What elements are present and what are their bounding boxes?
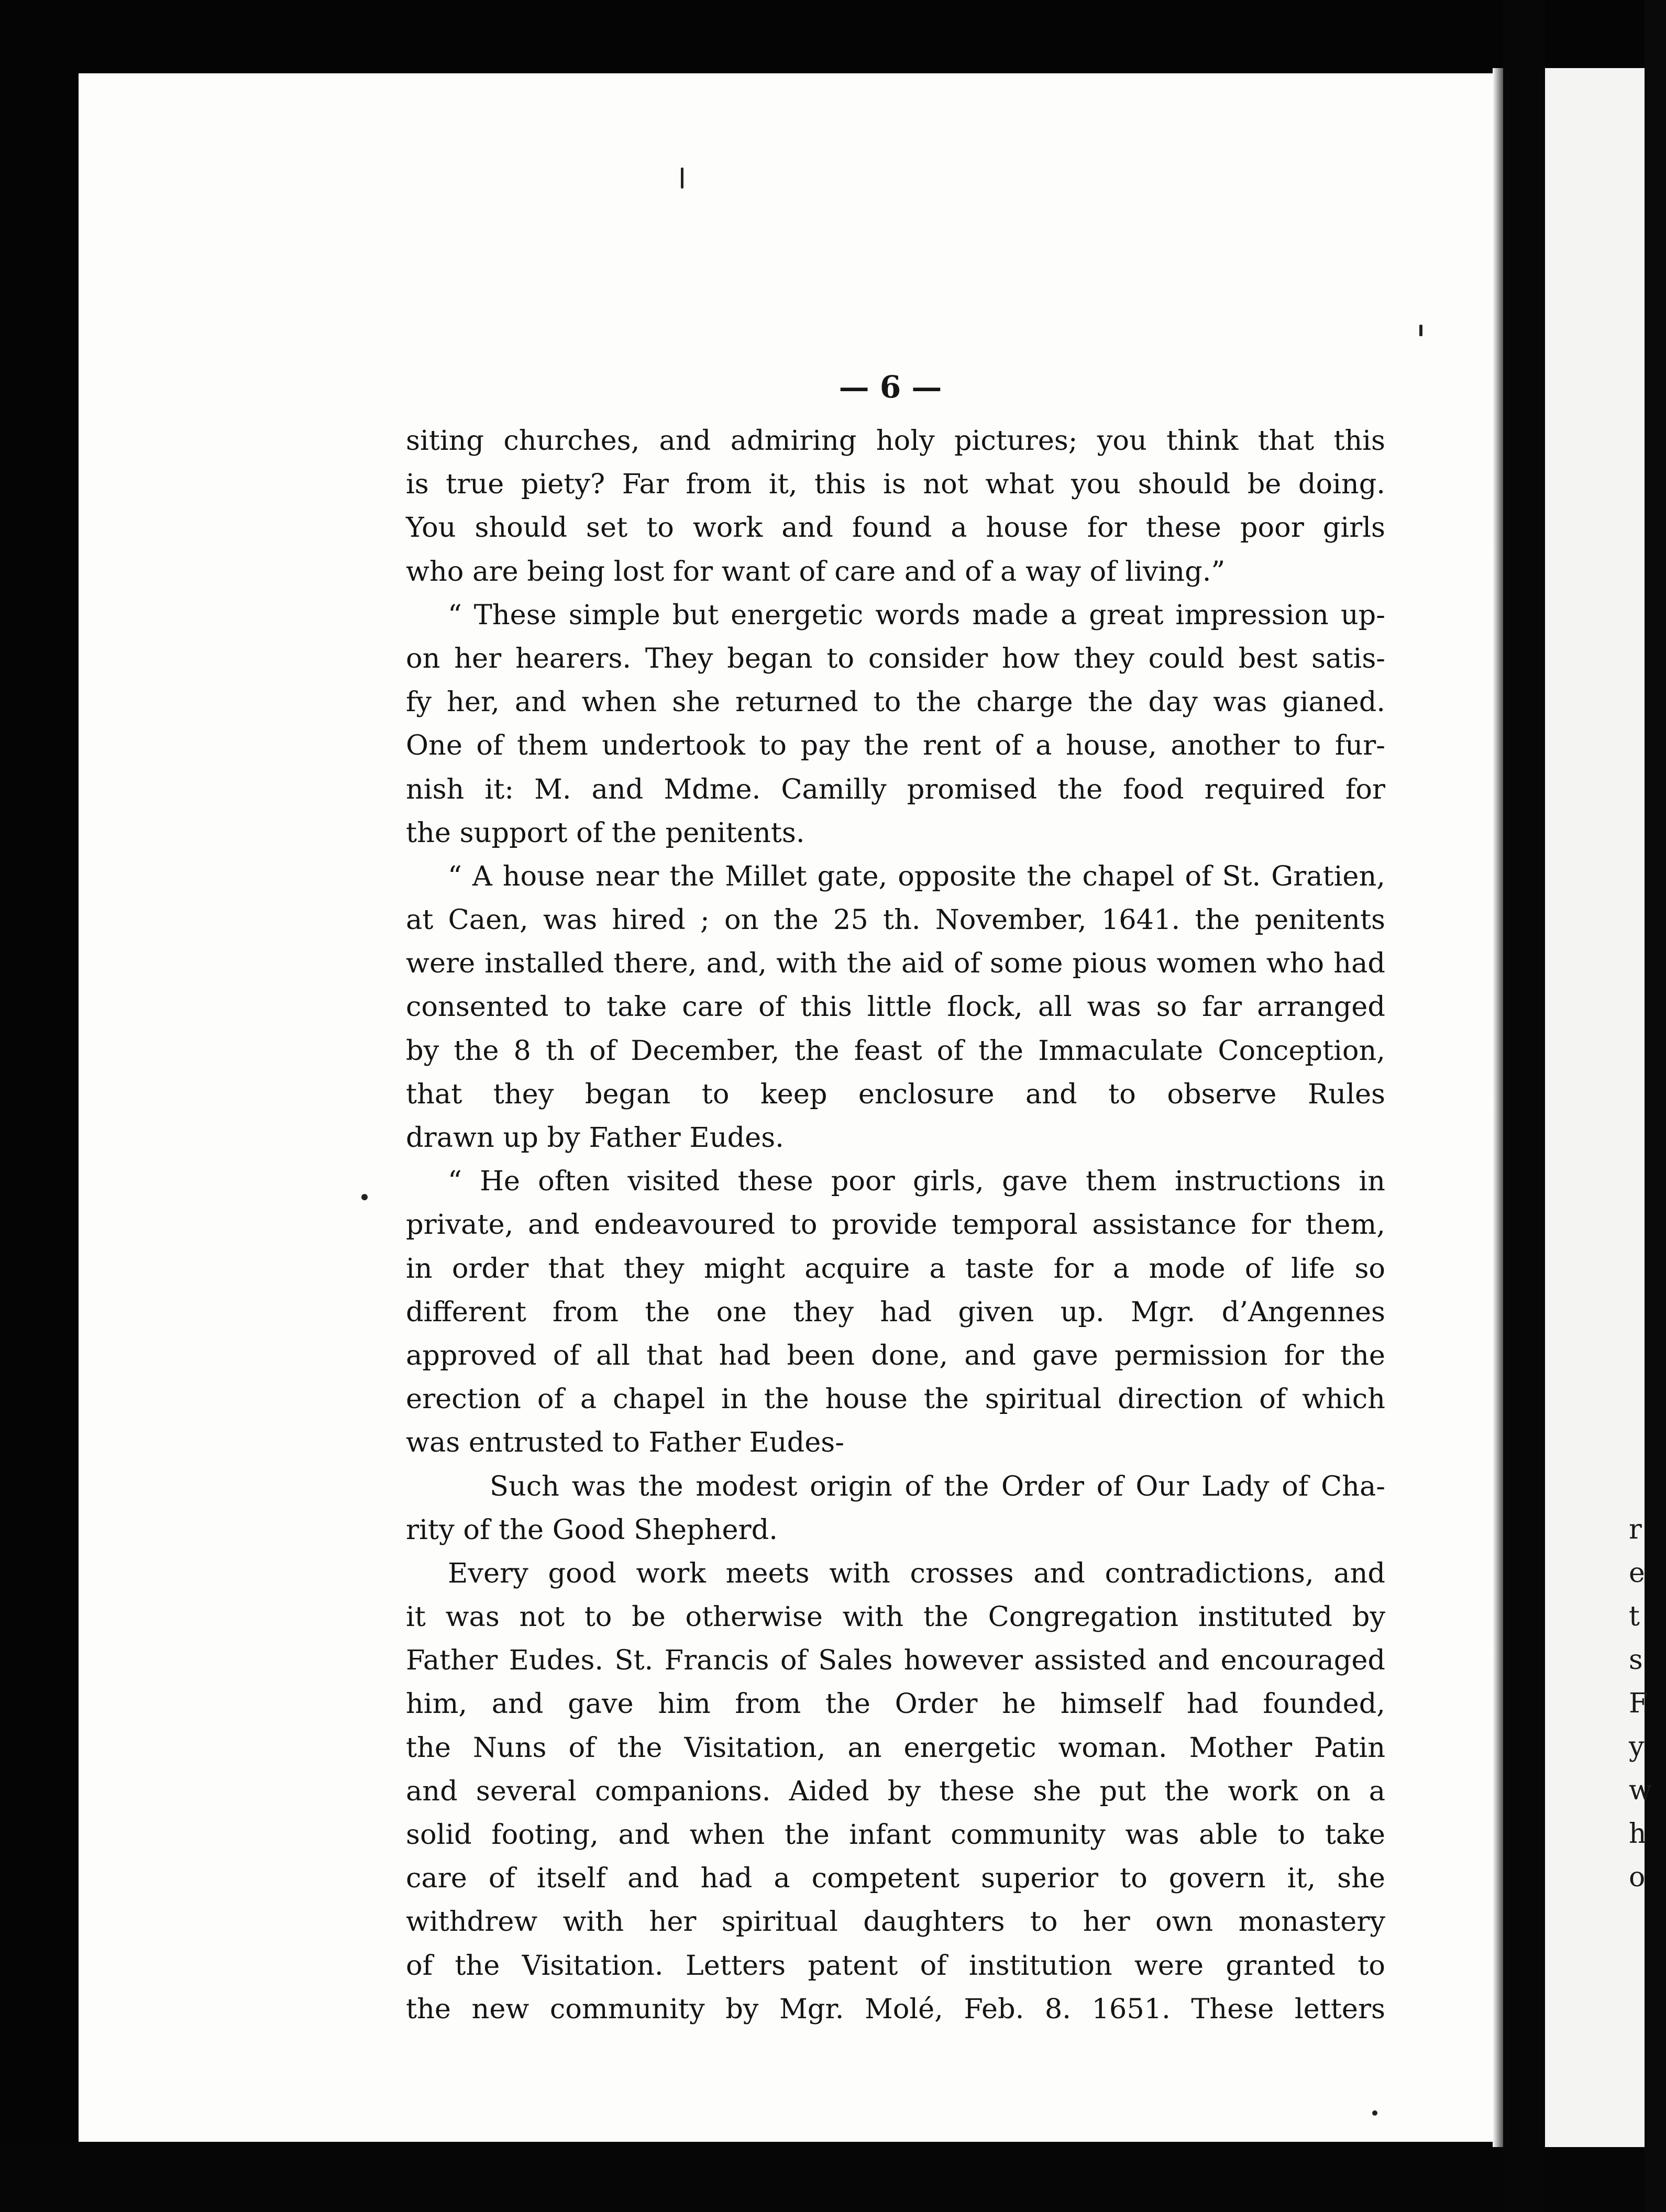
text-line: siting churches, and admiring holy pictures; you think that this bbox=[406, 425, 1385, 457]
text-line: “ A house near the Millet gate, opposite the chapel of St. Gratien, bbox=[448, 860, 1385, 892]
scan-speck bbox=[361, 1194, 368, 1200]
scan-speck bbox=[1372, 2110, 1377, 2116]
margin-fragment: h bbox=[1629, 1818, 1647, 1850]
scan-gutter bbox=[1503, 0, 1545, 2212]
text-line: that they began to keep enclosure and to observe Rules bbox=[406, 1078, 1385, 1110]
text-line: it was not to be otherwise with the Congregation instituted by bbox=[406, 1601, 1385, 1633]
text-line: drawn up by Father Eudes. bbox=[406, 1122, 784, 1154]
margin-fragment: r bbox=[1629, 1514, 1642, 1545]
scan-border-left bbox=[0, 0, 79, 2212]
margin-fragment: e bbox=[1629, 1557, 1645, 1589]
text-line: by the 8 th of December, the feast of the Immaculate Conception, bbox=[406, 1034, 1385, 1067]
scan-speck bbox=[1419, 325, 1422, 336]
text-line: care of itself and had a competent superior to govern it, she bbox=[406, 1862, 1385, 1895]
margin-fragment: o bbox=[1629, 1862, 1646, 1893]
margin-fragment: t bbox=[1629, 1601, 1640, 1632]
text-line: “ He often visited these poor girls, gave them instructions in bbox=[448, 1165, 1385, 1198]
scan-border-top bbox=[0, 0, 1666, 73]
text-line: private, and endeavoured to provide temporal assistance for them, bbox=[406, 1209, 1385, 1241]
page-number: — 6 — bbox=[838, 369, 942, 405]
text-line: Every good work meets with crosses and contradictions, and bbox=[448, 1557, 1385, 1589]
text-line: withdrew with her spiritual daughters to her own monastery bbox=[406, 1906, 1385, 1938]
margin-fragment: y bbox=[1629, 1731, 1645, 1763]
text-line: who are being lost for want of care and of a way of living.” bbox=[406, 555, 1226, 588]
text-line: Father Eudes. St. Francis of Sales however assisted and encouraged bbox=[406, 1644, 1385, 1677]
text-line: him, and gave him from the Order he himself had founded, bbox=[406, 1688, 1385, 1720]
text-line: approved of all that had been done, and gave permission for the bbox=[406, 1339, 1385, 1372]
text-line: fy her, and when she returned to the charge the day was gianed. bbox=[406, 686, 1385, 718]
margin-fragment: w bbox=[1629, 1775, 1652, 1806]
text-line: Such was the modest origin of the Order of Our Lady of Cha- bbox=[490, 1470, 1385, 1502]
facing-page-fragments bbox=[1629, 1508, 1660, 1899]
scan-border-bottom bbox=[0, 2142, 1666, 2212]
text-line: different from the one they had given up. Mgr. d’Angennes bbox=[406, 1296, 1385, 1328]
text-line: You should set to work and found a house for these poor girls bbox=[406, 512, 1385, 544]
text-line: the new community by Mgr. Molé, Feb. 8. 1651. These letters bbox=[406, 1993, 1385, 2025]
text-line: One of them undertook to pay the rent of a house, another to fur- bbox=[406, 729, 1385, 762]
text-line: on her hearers. They began to consider how they could best satis- bbox=[406, 642, 1385, 674]
text-line: nish it: M. and Mdme. Camilly promised the food required for bbox=[406, 773, 1385, 805]
margin-fragment: F bbox=[1629, 1688, 1648, 1719]
text-line: the support of the penitents. bbox=[406, 816, 805, 849]
text-line: “ These simple but energetic words made a great impression up- bbox=[448, 599, 1385, 631]
text-line: solid footing, and when the infant community was able to take bbox=[406, 1819, 1385, 1851]
text-line: of the Visitation. Letters patent of institution were granted to bbox=[406, 1949, 1385, 1982]
margin-fragment: s bbox=[1629, 1644, 1643, 1676]
body-text bbox=[406, 419, 1385, 2031]
text-line: was entrusted to Father Eudes- bbox=[406, 1426, 844, 1459]
text-line: in order that they might acquire a taste for a mode of life so bbox=[406, 1252, 1385, 1285]
text-line: is true piety? Far from it, this is not what you should be doing. bbox=[406, 468, 1385, 501]
text-line: and several companions. Aided by these she put the work on a bbox=[406, 1775, 1385, 1807]
text-line: were installed there, and, with the aid of some pious women who had bbox=[406, 947, 1385, 980]
text-line: at Caen, was hired ; on the 25 th. November, 1641. the penitents bbox=[406, 904, 1385, 936]
text-line: rity of the Good Shepherd. bbox=[406, 1513, 778, 1546]
text-line: consented to take care of this little flock, all was so far arranged bbox=[406, 991, 1385, 1023]
text-line: erection of a chapel in the house the spiritual direction of which bbox=[406, 1383, 1385, 1415]
scan-speck bbox=[681, 168, 683, 189]
text-line: the Nuns of the Visitation, an energetic woman. Mother Patin bbox=[406, 1731, 1385, 1764]
